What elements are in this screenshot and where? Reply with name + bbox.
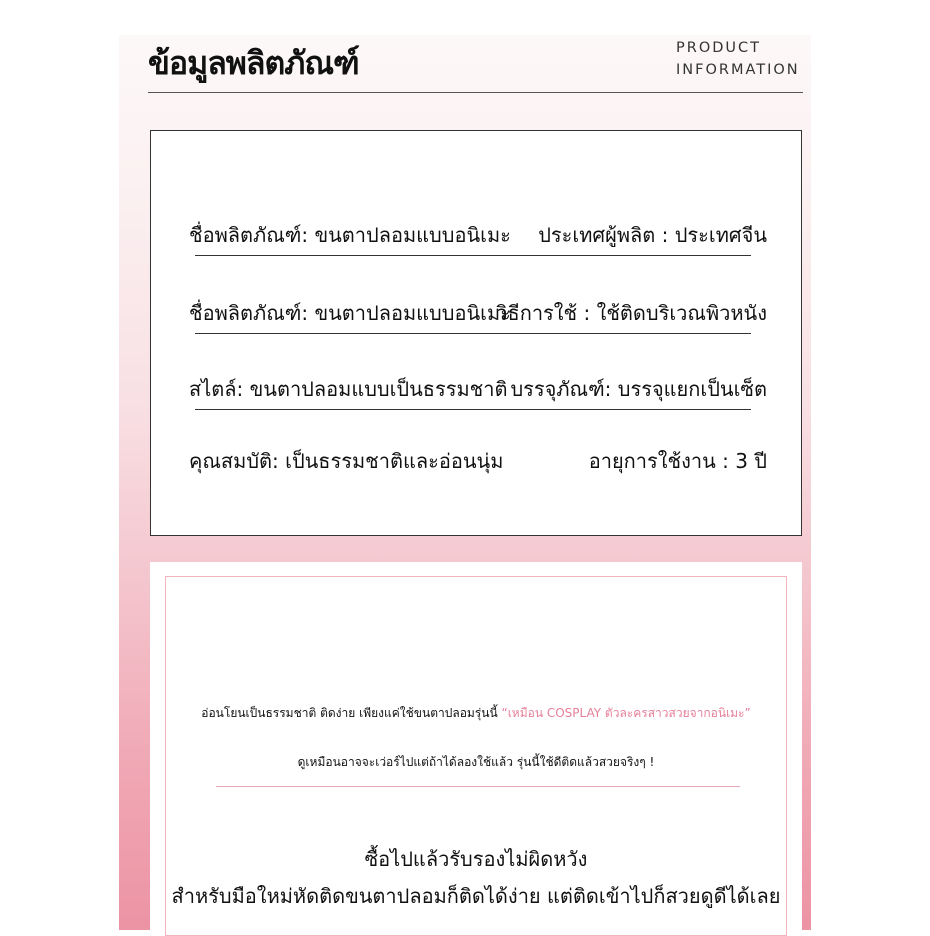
note-headline-1: ซื้อไปแล้วรับรองไม่ผิดหวัง <box>364 847 588 871</box>
note-line-1 <box>166 704 786 723</box>
spec-left-text: คุณสมบัติ: เป็นธรรมชาติและอ่อนนุ่ม <box>189 449 504 473</box>
spec-underline <box>195 409 751 410</box>
spec-row <box>151 445 801 485</box>
header-divider <box>148 92 803 93</box>
spec-row <box>151 297 801 337</box>
spec-left-text: สไตล์: ขนตาปลอมแบบเป็นธรรมชาติ <box>189 377 508 401</box>
page-title: ข้อมูลพลิตภัณฑ์ <box>148 44 359 82</box>
spec-left-text: ชื่อพลิตภัณฑ์: ขนตาปลอมแบบอนิเมะ <box>189 301 511 325</box>
subtitle-line-2: INFORMATION <box>676 62 800 78</box>
note-headline-2: สำหรับมือใหม่หัดติดขนตาปลอมก็ติดได้ง่าย แต่ติดเข้าไปก็สวยดูดีได้เลย <box>171 884 781 908</box>
note-line-1-text: อ่อนโยนเป็นธรรมชาติ ติดง่าย เพียงแค่ใช้ขนตาปลอมรุ่นนี้ <box>201 706 502 720</box>
spec-box <box>150 130 802 536</box>
note-divider <box>216 786 740 787</box>
spec-row <box>151 219 801 259</box>
spec-right-text: วิธีการใช้ : ใช้ติดบริเวณพิวหนัง <box>496 301 767 325</box>
spec-underline <box>195 255 751 256</box>
spec-right-text: อายุการใช้งาน : 3 ปี <box>588 449 767 473</box>
note-line-2: ดูเหมือนอาจจะเว่อร์ไปแต่ถ้าได้ลองใช้แล้ว รุ่นนี้ใช้ดีติดแล้วสวยจริงๆ ! <box>297 755 655 769</box>
spec-left-text: ชื่อพลิตภัณฑ์: ขนตาปลอมแบบอนิเมะ <box>189 223 511 247</box>
spec-underline <box>195 333 751 334</box>
note-card <box>150 562 802 930</box>
spec-row <box>151 373 801 413</box>
subtitle-line-1: PRODUCT <box>676 40 761 56</box>
note-accent-quote: “เหมือน COSPLAY ตัวละครสาวสวยจากอนิเมะ” <box>501 706 751 720</box>
spec-right-text: บรรจุภัณฑ์: บรรจุแยกเป็นเซ็ต <box>510 377 767 401</box>
spec-right-text: ประเทศผู้พลิต : ประเทศจีน <box>538 223 767 247</box>
page-subtitle <box>676 37 806 81</box>
note-frame <box>165 576 787 936</box>
